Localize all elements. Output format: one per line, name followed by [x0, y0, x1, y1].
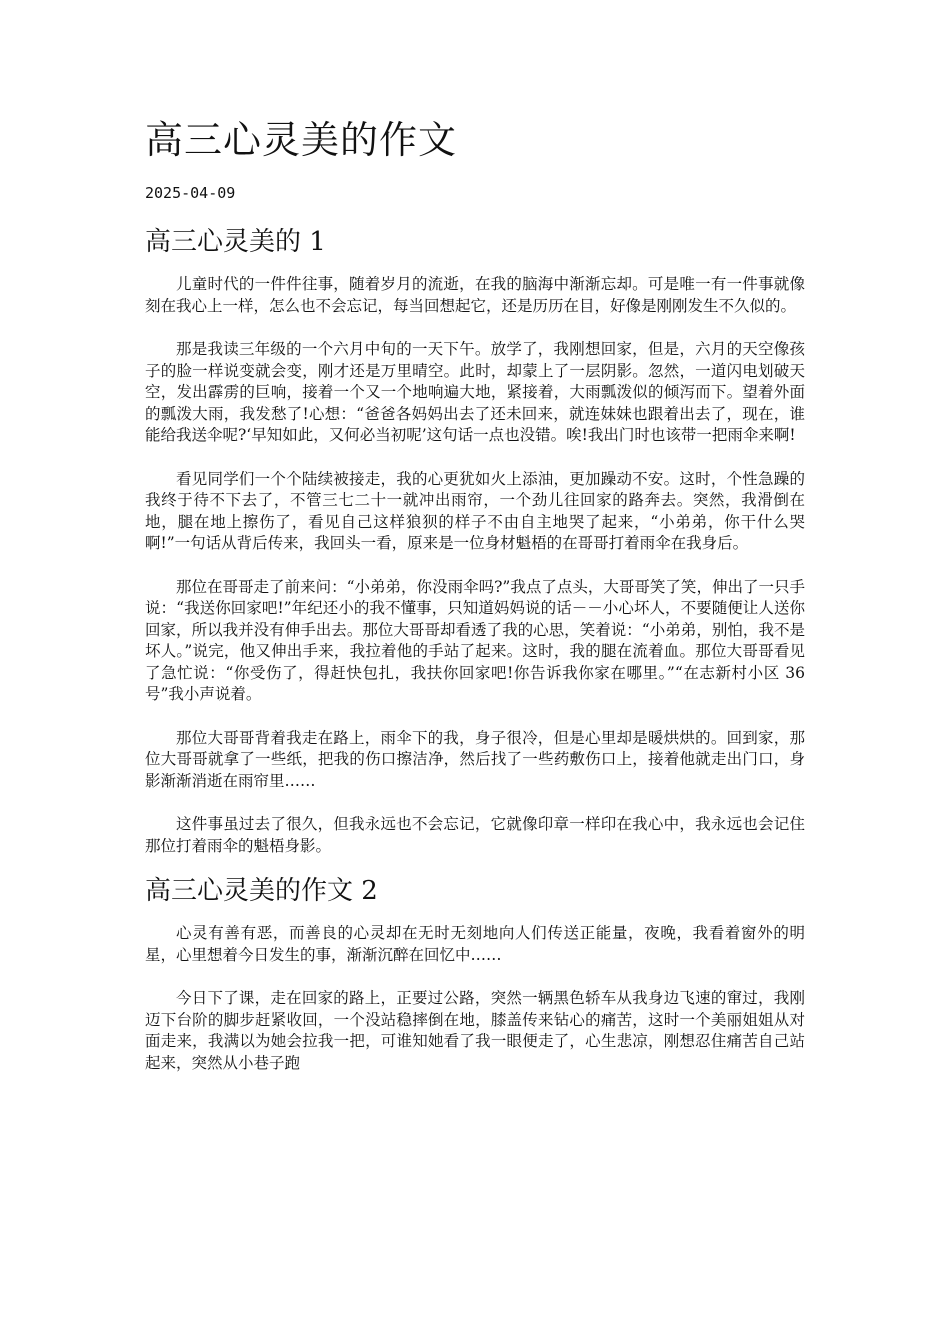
section-heading-2: 高三心灵美的作文 2	[145, 876, 378, 906]
paragraph: 那位大哥哥背着我走在路上，雨伞下的我，身子很冷，但是心里却是暖烘烘的。回到家，那位大哥哥就拿了一些纸，把我的伤口擦洁净，然后找了一些药敷伤口上，接着他就走出门口，身影渐渐消逝在雨帘里……	[145, 728, 805, 790]
document-date: 2025-04-09	[145, 184, 236, 202]
paragraph: 那位在哥哥走了前来问：“小弟弟，你没雨伞吗?”我点了点头，大哥哥笑了笑，伸出了一只手说：“我送你回家吧!”年纪还小的我不懂事，只知道妈妈说的话－－小心坏人，不要随便让人送你回家，所以我并没有伸手出去。那位大哥哥却看透了我的心思，笑着说：“小弟弟，别怕，我不是坏人。”说完，他又伸出手来，我拉着他的手站了起来。这时，我的腿在流着血。那位大哥哥看见了急忙说：“你受伤了，得赶快包扎，我扶你回家吧!你告诉我你家在哪里。”“在志新村小区 36 号”我小声说着。	[145, 577, 805, 703]
paragraph: 这件事虽过去了很久，但我永远也不会忘记，它就像印章一样印在我心中，我永远也会记住那位打着雨伞的魁梧身影。	[145, 815, 805, 855]
document-page	[145, 110, 805, 1074]
paragraph: 那是我读三年级的一个六月中旬的一天下午。放学了，我刚想回家，但是，六月的天空像孩子的脸一样说变就会变，刚才还是万里晴空。此时，却蒙上了一层阴影。忽然，一道闪电划破天空，发出霹雳的巨响，接着一个又一个地响遍大地，紧接着，大雨瓢泼似的倾泻而下。望着外面的瓢泼大雨，我发愁了!心想：“爸爸各妈妈出去了还未回来，就连妹妹也跟着出去了，现在，谁能给我送伞呢?‘早知如此，又何必当初呢’这句话一点也没错。唉!我出门时也该带一把雨伞来啊!	[145, 340, 805, 444]
document-title: 高三心灵美的作文	[145, 118, 458, 162]
paragraph: 心灵有善有恶，而善良的心灵却在无时无刻地向人们传送正能量，夜晚，我看着窗外的明星，心里想着今日发生的事，渐渐沉醉在回忆中……	[145, 924, 805, 964]
paragraph: 儿童时代的一件件往事，随着岁月的流逝，在我的脑海中渐渐忘却。可是唯一有一件事就像刻在我心上一样，怎么也不会忘记，每当回想起它，还是历历在目，好像是刚刚发生不久似的。	[145, 275, 805, 315]
paragraph: 看见同学们一个个陆续被接走，我的心更犹如火上添油，更加躁动不安。这时，个性急躁的我终于待不下去了，不管三七二十一就冲出雨帘，一个劲儿往回家的路奔去。突然，我滑倒在地，腿在地上擦伤了，看见自己这样狼狈的样子不由自主地哭了起来，“小弟弟，你干什么哭啊!”一句话从背后传来，我回头一看，原来是一位身材魁梧的在哥哥打着雨伞在我身后。	[145, 469, 805, 552]
section-heading-1: 高三心灵美的 1	[145, 227, 326, 257]
paragraph: 今日下了课，走在回家的路上，正要过公路，突然一辆黑色轿车从我身边飞速的窜过，我刚迈下台阶的脚步赶紧收回，一个没站稳摔倒在地，膝盖传来钻心的痛苦，这时一个美丽姐姐从对面走来，我满以为她会拉我一把，可谁知她看了我一眼便走了，心生悲凉，刚想忍住痛苦自己站起来，突然从小巷子跑	[145, 989, 805, 1072]
